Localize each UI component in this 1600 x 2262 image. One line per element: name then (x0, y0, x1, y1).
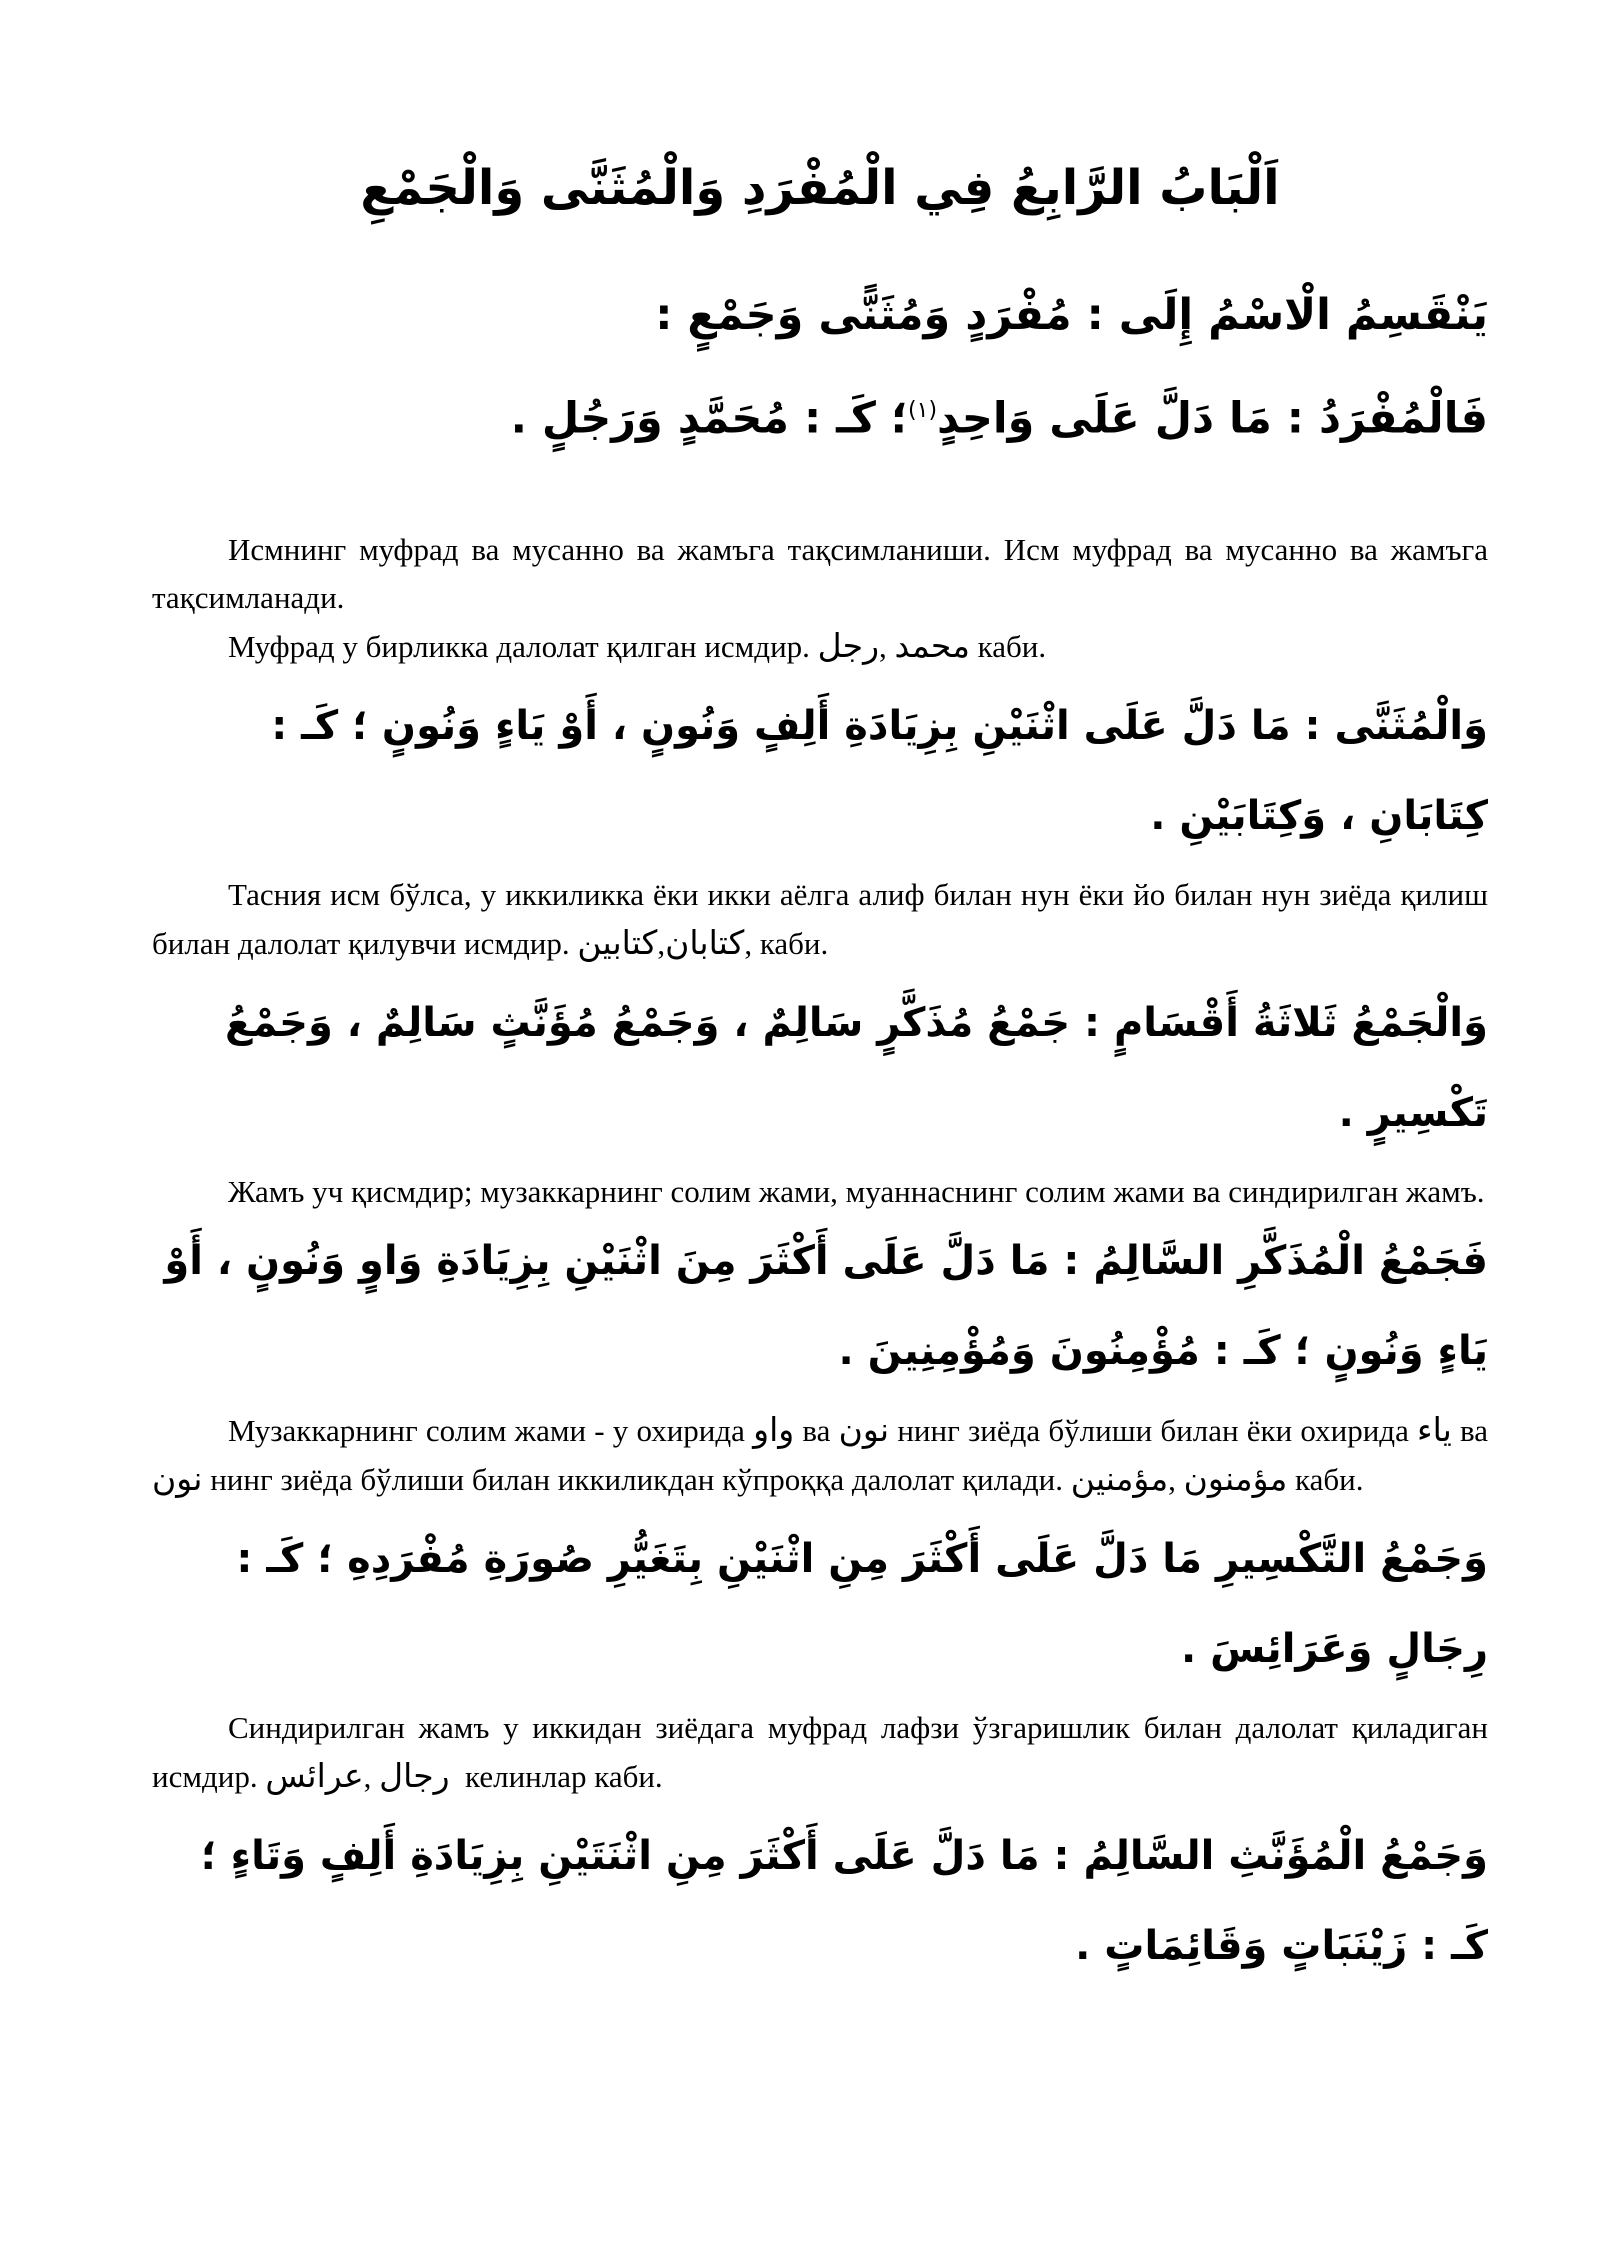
arabic-word: كتابان (665, 923, 745, 963)
uzbek-paragraph-division: Исмнинг муфрад ва мусанно ва жамъга тақсимланиши. Исм муфрад ва мусанно ва жамъга тақсимланади. (152, 532, 1488, 616)
arabic-word: ياء (1417, 1410, 1452, 1450)
uzbek-kabi: , каби. (744, 926, 829, 962)
document-page (152, 150, 1488, 1991)
uzbek-kabi: каби. (1295, 1462, 1364, 1498)
arabic-paragraph-jam: وَالْجَمْعُ ثَلاثَةُ أَقْسَامٍ : جَمْعُ مُذَكَّرٍ سَالِمٌ ، وَجَمْعُ مُؤَنَّثٍ سَالِمٌ ، وَجَمْعُ تَكْسِيرٍ . (224, 1000, 1488, 1137)
arabic-paragraph-division: يَنْقَسِمُ الْاسْمُ إِلَى : مُفْرَدٍ وَمُثَنًّى وَجَمْعٍ : (655, 289, 1488, 340)
uzbek-paragraph-jam-mudhakkar (152, 1406, 1488, 1504)
uzbek-paragraph-muthanna (152, 871, 1488, 968)
uzbek-mufrad-text: Муфрад у бирликка далолат қилган исмдир. (228, 629, 810, 665)
uzbek-text: нинг зиёда бўлиши билан иккиликдан кўпроққа далолат қилади. (210, 1462, 1063, 1498)
uzbek-text: Музаккарнинг солим жами - у охирида (228, 1413, 745, 1449)
arabic-paragraph-jam-muannath: وَجَمْعُ الْمُؤَنَّثِ السَّالِمُ : مَا دَلَّ عَلَى أَكْثَرَ مِنِ اثْنَتَيْنِ بِزِيَادَةِ أَلِفٍ وَتَاءٍ ؛ كَـ : زَيْنَبَاتٍ وَقَائِمَاتٍ . (200, 1833, 1488, 1970)
uzbek-paragraph-jam: Жамъ уч қисмдир; музаккарнинг солим жами, муаннаснинг солим жами ва синдирилган жамъ. (228, 1174, 1485, 1210)
arabic-word: نون (838, 1410, 890, 1450)
arabic-paragraph-jam-mudhakkar: فَجَمْعُ الْمُذَكَّرِ السَّالِمُ : مَا دَلَّ عَلَى أَكْثَرَ مِنَ اثْنَيْنِ بِزِيَادَةِ وَاوٍ وَنُونٍ ، أَوْ يَاءٍ وَنُونٍ ؛ كَـ : مُؤْمِنُونَ وَمُؤْمِنِينَ . (164, 1238, 1488, 1375)
comma: , (879, 629, 887, 665)
comma: , (363, 1759, 372, 1795)
uzbek-kabi: каби. (977, 629, 1047, 665)
arabic-word: مؤمنون (1183, 1459, 1288, 1499)
arabic-paragraph-mufrad (152, 363, 1488, 466)
uzbek-text: ва (802, 1413, 831, 1449)
uzbek-paragraph-mufrad (152, 622, 1488, 671)
uzbek-taksir-text: Синдирилган жамъ у иккидан зиёдага муфрад лафзи ўзгаришлик билан далолат қиладиган исмдир. (152, 1710, 1488, 1795)
uzbek-text: ва (1460, 1413, 1489, 1449)
arabic-paragraph-muthanna: وَالْمُثَنَّى : مَا دَلَّ عَلَى اثْنَيْنِ بِزِيَادَةِ أَلِفٍ وَنُونٍ ، أَوْ يَاءٍ وَنُونٍ ؛ كَـ : كِتَابَانِ ، وَكِتَابَيْنِ . (271, 703, 1488, 840)
comma: , (657, 926, 666, 962)
arabic-mufrad-definition: فَالْمُفْرَدُ : مَا دَلَّ عَلَى وَاحِدٍ (937, 393, 1488, 444)
uzbek-muthanna-text: Тасния исм бўлса, у иккиликка ёки икки аёлга алиф билан нун ёки йо билан нун зиёда қилиш билан далолат қилувчи исмдир. (152, 877, 1488, 962)
arabic-word: مؤمنين (1070, 1459, 1169, 1499)
uzbek-kabi: келинлар каби. (465, 1759, 663, 1795)
arabic-word: عرائس (265, 1756, 364, 1796)
uzbek-paragraph-jam-taksir (152, 1704, 1488, 1801)
footnote-marker: (١) (908, 397, 938, 423)
arabic-paragraph-jam-taksir: وَجَمْعُ التَّكْسِيرِ مَا دَلَّ عَلَى أَكْثَرَ مِنِ اثْنَيْنِ بِتَغَيُّرِ صُورَةِ مُفْرَدِهِ ؛ كَـ : رِجَالٍ وَعَرَائِسَ . (236, 1536, 1488, 1673)
uzbek-text: нинг зиёда бўлиши билан ёки охирида (897, 1413, 1409, 1449)
arabic-word: محمد (894, 626, 970, 666)
arabic-mufrad-examples: ؛ كَـ : مُحَمَّدٍ وَرَجُلٍ . (510, 393, 909, 444)
arabic-word: كتابين (577, 923, 658, 963)
arabic-word: رجال (379, 1756, 450, 1796)
chapter-title: اَلْبَابُ الرَّابِعُ فِي الْمُفْرَدِ وَالْمُثَنَّى وَالْجَمْعِ (360, 160, 1280, 216)
arabic-word: رجل (817, 626, 879, 666)
arabic-word: نون (152, 1459, 203, 1499)
arabic-word: واو (753, 1410, 795, 1450)
comma: , (1168, 1462, 1176, 1498)
